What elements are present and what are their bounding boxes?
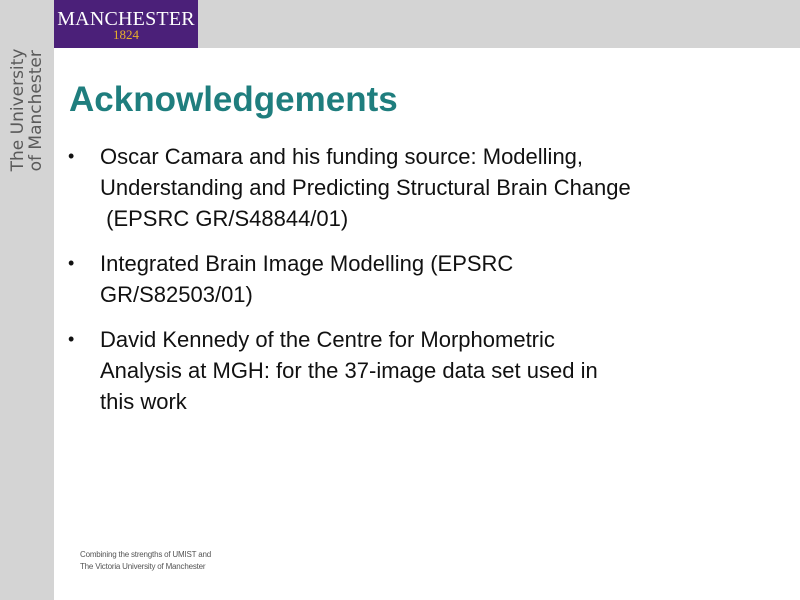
slide-title: Acknowledgements [69, 80, 398, 119]
bullet-line: Understanding and Predicting Structural Brain Change [100, 175, 631, 200]
bullet-line: Analysis at MGH: for the 37-image data set used in [100, 358, 598, 383]
bullet-item [68, 248, 768, 310]
bullet-item [68, 141, 768, 234]
wordmark-line-1: The University [8, 48, 28, 172]
bullet-line: Integrated Brain Image Modelling (EPSRC [100, 251, 514, 276]
bullet-dot-icon: • [68, 146, 75, 166]
logo-name: MANCHESTER [57, 8, 195, 30]
bullet-line: (EPSRC GR/S48844/01) [100, 206, 349, 231]
bullet-line: Oscar Camara and his funding source: Modelling, [100, 144, 584, 169]
bullet-line: this work [100, 389, 187, 414]
university-vertical-wordmark [9, 49, 45, 172]
bullet-list [68, 141, 768, 431]
manchester-logo [54, 0, 198, 48]
bullet-item [68, 324, 768, 417]
bullet-dot-icon: • [68, 329, 75, 349]
bullet-dot-icon: • [68, 253, 75, 273]
footer-line-2: The Victoria University of Manchester [80, 562, 206, 571]
bullet-line: David Kennedy of the Centre for Morphometric [100, 327, 555, 352]
logo-year: 1824 [113, 27, 139, 42]
footer-note [80, 549, 211, 573]
wordmark-line-2: of Manchester [26, 50, 46, 172]
bullet-line: GR/S82503/01) [100, 282, 253, 307]
footer-line-1: Combining the strengths of UMIST and [80, 550, 211, 559]
